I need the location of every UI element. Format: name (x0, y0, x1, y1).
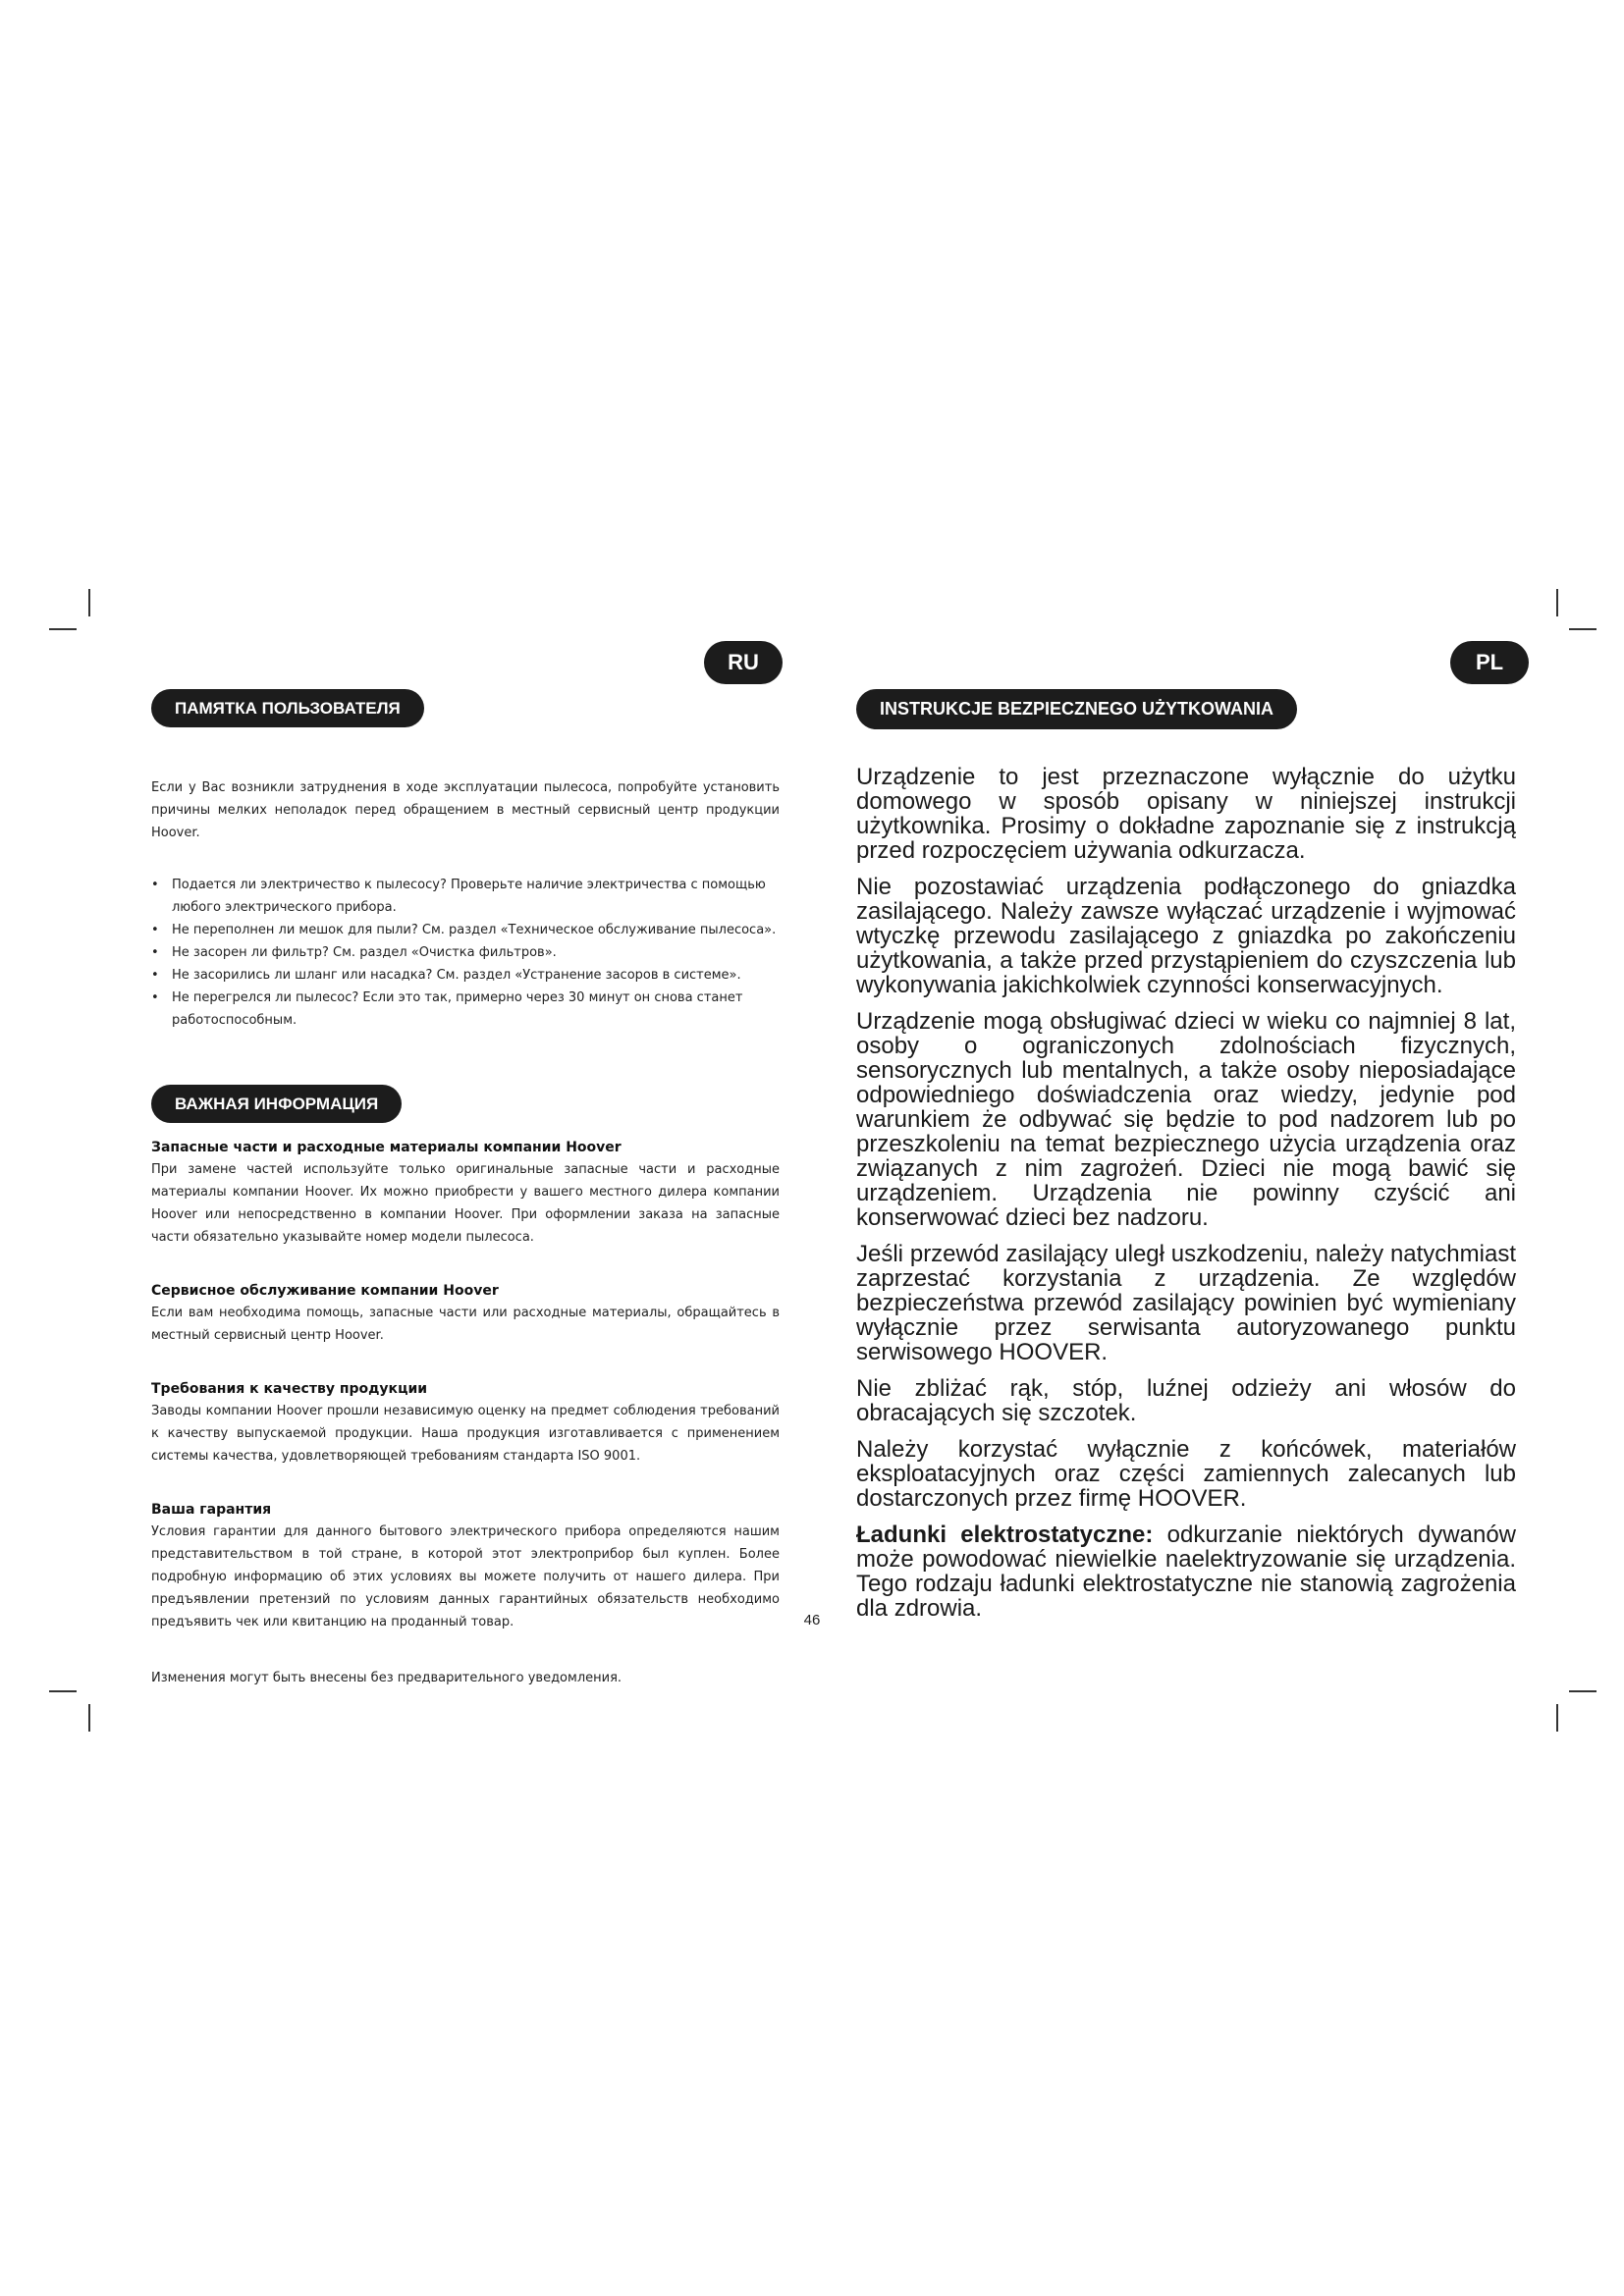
lang-badge-pl: PL (1450, 641, 1529, 684)
pl-static-note-lead: Ładunki elektrostatyczne: (856, 1522, 1154, 1548)
section-text: Заводы компании Hoover прошли независимую оценку на предмет соблюдения требований к качеству выпускаемой продукции. Наша продукция изготавливается с применением системы качества, удовлетворяющей требованиям стандарта ISO 9001. (151, 1404, 780, 1464)
crop-mark-top-right (1556, 589, 1558, 616)
list-item: • Подается ли электричество к пылесосу? Проверьте наличие электричества с помощью любого электрического прибора. (151, 874, 780, 919)
section-heading: Запасные части и расходные материалы компании Hoover (151, 1140, 622, 1155)
ru-section-quality (151, 1378, 780, 1468)
section-heading: Сервисное обслуживание компании Hoover (151, 1283, 499, 1299)
pl-safety-title: INSTRUKCJE BEZPIECZNEGO UŻYTKOWANIA (856, 689, 1297, 729)
ru-footnote: Изменения могут быть внесены без предварительного уведомления. (151, 1671, 623, 1685)
pl-paragraph: Należy korzystać wyłącznie z końcówek, materiałów eksploatacyjnych oraz części zamiennych zalecanych lub dostarczonych przez firmę HOOVER. (856, 1436, 1516, 1512)
list-item: • Не засорились ли шланг или насадка? См. раздел «Устранение засоров в системе». (151, 964, 780, 987)
pl-paragraph: Urządzenie to jest przeznaczone wyłącznie do użytku domowego w sposób opisany w niniejszej instrukcji użytkownika. Prosimy o dokładne zapoznanie się z instrukcją przed rozpoczęciem używania odkurzacza. (856, 764, 1516, 864)
pl-static-note-text: odkurzanie niektórych dywanów może powodować niewielkie naelektryzowanie się urządzenia. Tego rodzaju ładunki elektrostatyczne nie stanowią zagrożenia dla zdrowia. (856, 1522, 1517, 1622)
section-heading: Ваша гарантия (151, 1502, 272, 1518)
section-text: При замене частей используйте только оригинальные запасные части и расходные материалы компании Hoover. Их можно приобрести у вашего местного дилера компании Hoover или непосредственно в компании Hoover. При оформлении заказа на запасные части обязательно указывайте номер модели пылесоса. (151, 1162, 780, 1245)
section-heading: Требования к качеству продукции (151, 1381, 428, 1397)
list-item: • Не перегрелся ли пылесос? Если это так, примерно через 30 минут он снова станет работоспособным. (151, 987, 780, 1032)
crop-mark-top-left (88, 589, 90, 616)
lang-badge-ru: RU (704, 641, 783, 684)
list-item: • Не переполнен ли мешок для пыли? См. раздел «Техническое обслуживание пылесоса». (151, 919, 780, 941)
ru-memo-intro: Если у Вас возникли затруднения в ходе эксплуатации пылесоса, попробуйте установить причины мелких неполадок перед обращением в местный сервисный центр продукции Hoover. (151, 780, 780, 840)
section-text: Условия гарантии для данного бытового электрического прибора определяются нашим представительством в той стране, в которой этот электроприбор был куплен. Более подробную информацию об этих условиях вы можете получить от нашего дилера. При предъявлении претензий по условиям данных гарантийных обязательств необходимо предъявить чек или квитанцию на проданный товар. (151, 1524, 780, 1629)
list-item: • Не засорен ли фильтр? См. раздел «Очистка фильтров». (151, 941, 780, 964)
ru-section-spare-parts (151, 1137, 780, 1249)
pl-paragraph: Nie pozostawiać urządzenia podłączonego do gniazdka zasilającego. Należy zawsze wyłączać urządzenie i wyjmować wtyczkę przewodu zasilającego z gniazdka po zakończeniu użytkowania, a także przed przystąpieniem do czyszczenia lub wykonywania jakichkolwiek czynności konserwacyjnych. (856, 874, 1516, 998)
ru-memo-title: ПАМЯТКА ПОЛЬЗОВАТЕЛЯ (151, 689, 424, 727)
ru-section-warranty (151, 1499, 780, 1633)
pl-paragraph: Nie zbliżać rąk, stóp, luźnej odzieży ani włosów do obracających się szczotek. (856, 1375, 1516, 1426)
crop-mark-bottom-left (49, 1690, 77, 1692)
pl-static-note (856, 1522, 1516, 1621)
ru-column (151, 689, 780, 1689)
ru-section-service (151, 1280, 780, 1347)
ru-important-title: ВАЖНАЯ ИНФОРМАЦИЯ (151, 1085, 402, 1123)
pl-paragraph: Urządzenie mogą obsługiwać dzieci w wieku co najmniej 8 lat, osoby o ograniczonych zdolnościach fizycznych, sensorycznych lub mentalnych, a także osoby nieposiadające odpowiedniego doświadczenia oraz wiedzy, jedynie pod warunkiem że odbywać się będzie to pod nadzorem lub po przeszkoleniu na temat bezpiecznego użycia urządzenia oraz związanych z nim zagrożeń. Dzieci nie mogą bawić się urządzeniem. Urządzenia nie powinny czyścić ani konserwować dzieci bez nadzoru. (856, 1008, 1516, 1231)
section-text: Если вам необходима помощь, запасные части или расходные материалы, обращайтесь в местный сервисный центр Hoover. (151, 1306, 780, 1343)
crop-mark-bottom-right (1569, 1690, 1597, 1692)
crop-mark-bottom-right (1556, 1704, 1558, 1732)
page-number: 46 (803, 1612, 821, 1629)
pl-column (856, 689, 1516, 1621)
ru-memo-checklist (151, 874, 780, 1032)
crop-mark-top-left (49, 628, 77, 630)
crop-mark-top-right (1569, 628, 1597, 630)
pl-paragraph: Jeśli przewód zasilający uległ uszkodzeniu, należy natychmiast zaprzestać korzystania z urządzenia. Ze względów bezpieczeństwa przewód zasilający powinien być wymieniany wyłącznie przez serwisanta autoryzowanego punktu serwisowego HOOVER. (856, 1241, 1516, 1365)
crop-mark-bottom-left (88, 1704, 90, 1732)
